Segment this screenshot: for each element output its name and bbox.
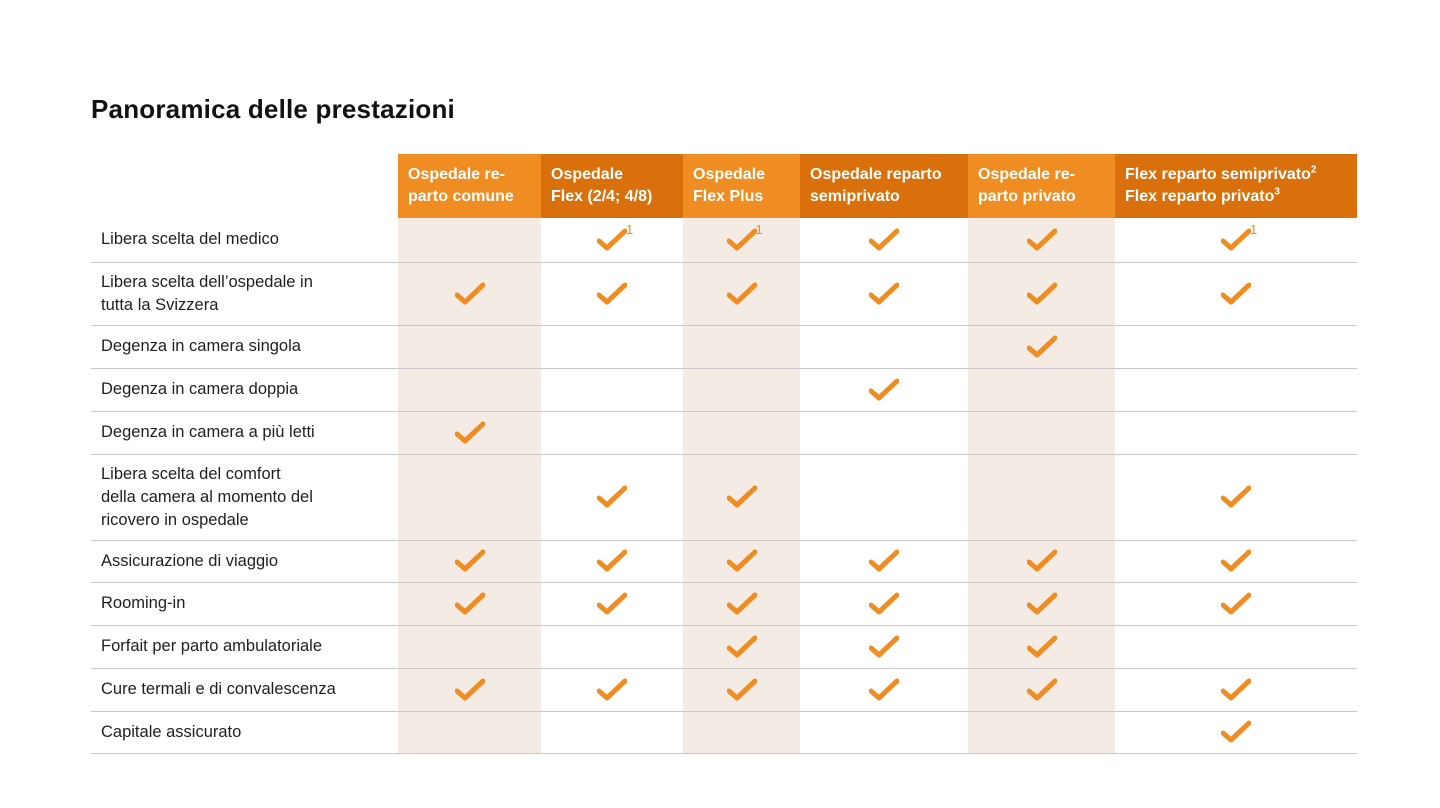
benefit-cell — [398, 454, 541, 540]
benefit-cell — [968, 625, 1115, 668]
column-header-label: Flex reparto semiprivato — [1125, 166, 1311, 183]
column-header-label: Ospedale Flex (2/4; 4/8) — [551, 166, 653, 205]
page-title: Panoramica delle prestazioni — [91, 94, 455, 124]
benefit-cell — [398, 218, 541, 262]
benefit-cell — [800, 625, 968, 668]
benefit-cell — [968, 540, 1115, 582]
check-icon — [597, 592, 627, 616]
check-icon — [1221, 282, 1251, 306]
row-label: Capitale assicurato — [91, 711, 398, 753]
benefit-cell — [968, 582, 1115, 625]
benefit-cell — [683, 668, 800, 711]
column-header-flex-plus — [683, 154, 800, 218]
benefit-cell — [968, 218, 1115, 262]
column-header-privato — [968, 154, 1115, 218]
benefit-cell — [683, 368, 800, 411]
row-label: Degenza in camera singola — [91, 325, 398, 368]
benefit-cell — [683, 262, 800, 325]
benefit-cell — [968, 711, 1115, 753]
benefit-cell — [541, 411, 683, 454]
check-icon — [455, 592, 485, 616]
benefit-cell — [683, 540, 800, 582]
check-icon — [1027, 335, 1057, 359]
check-icon — [727, 678, 757, 702]
table-row — [91, 218, 1357, 262]
row-label: Degenza in camera doppia — [91, 368, 398, 411]
check-icon — [727, 592, 757, 616]
benefit-cell — [398, 582, 541, 625]
row-label: Libera scelta del comfort della camera al momento del ricovero in ospedale — [91, 454, 398, 540]
check-icon — [597, 549, 627, 573]
column-header-label: Ospedale Flex Plus — [693, 166, 766, 205]
benefit-cell — [398, 711, 541, 753]
column-header-semiprivato — [800, 154, 968, 218]
footnote-marker: 1 — [755, 222, 763, 237]
check-icon — [869, 635, 899, 659]
benefit-cell — [968, 325, 1115, 368]
check-icon — [455, 549, 485, 573]
benefit-cell — [398, 625, 541, 668]
benefit-cell — [541, 325, 683, 368]
benefit-cell — [683, 218, 800, 262]
footnote-marker: 2 — [1310, 164, 1317, 176]
benefit-cell — [541, 668, 683, 711]
benefit-cell — [1115, 711, 1357, 753]
row-label: Libera scelta del medico — [91, 218, 398, 262]
check-icon — [727, 635, 757, 659]
check-icon — [1221, 549, 1251, 573]
check-icon — [1221, 678, 1251, 702]
table-row — [91, 540, 1357, 582]
check-icon — [1221, 228, 1251, 252]
benefit-cell — [800, 411, 968, 454]
check-icon — [727, 485, 757, 509]
check-icon — [869, 378, 899, 402]
benefit-cell — [968, 262, 1115, 325]
check-icon — [1027, 228, 1057, 252]
benefit-cell — [968, 454, 1115, 540]
column-header-label: Ospedale re- parto comune — [408, 166, 514, 205]
table-row — [91, 711, 1357, 753]
check-icon — [455, 282, 485, 306]
benefit-cell — [800, 454, 968, 540]
benefit-cell — [1115, 625, 1357, 668]
check-icon — [727, 549, 757, 573]
benefit-cell — [968, 368, 1115, 411]
benefits-table — [91, 154, 1357, 754]
row-label: Forfait per parto ambulatoriale — [91, 625, 398, 668]
check-icon — [1027, 635, 1057, 659]
row-label: Libera scelta dell’ospedale in tutta la Svizzera — [91, 262, 398, 325]
check-icon — [597, 228, 627, 252]
table-row — [91, 668, 1357, 711]
check-icon — [1221, 485, 1251, 509]
row-label: Cure termali e di convalescenza — [91, 668, 398, 711]
table-row — [91, 368, 1357, 411]
benefit-cell — [398, 325, 541, 368]
table-row — [91, 325, 1357, 368]
column-header-flex — [541, 154, 683, 218]
benefit-cell — [541, 218, 683, 262]
table-header-row — [91, 154, 1357, 218]
check-icon — [1027, 282, 1057, 306]
column-header-label-2: Flex reparto privato — [1125, 188, 1275, 205]
benefit-cell — [398, 368, 541, 411]
benefit-cell — [541, 582, 683, 625]
benefit-cell — [683, 454, 800, 540]
column-header-label: Ospedale re- parto privato — [978, 166, 1076, 205]
benefit-cell — [800, 368, 968, 411]
benefit-cell — [1115, 368, 1357, 411]
check-icon — [597, 282, 627, 306]
benefit-cell — [683, 411, 800, 454]
benefit-cell — [968, 668, 1115, 711]
header-empty-cell — [91, 154, 398, 218]
benefit-cell — [683, 711, 800, 753]
benefit-cell — [800, 262, 968, 325]
benefit-cell — [398, 540, 541, 582]
benefit-cell — [800, 711, 968, 753]
check-icon — [597, 678, 627, 702]
check-icon — [1221, 720, 1251, 744]
benefit-cell — [398, 668, 541, 711]
footnote-marker: 1 — [1250, 222, 1258, 237]
benefit-cell — [1115, 540, 1357, 582]
benefit-cell — [398, 262, 541, 325]
check-icon — [597, 485, 627, 509]
table-row — [91, 582, 1357, 625]
table-row — [91, 454, 1357, 540]
benefit-cell — [800, 668, 968, 711]
benefit-cell — [1115, 325, 1357, 368]
benefit-cell — [683, 582, 800, 625]
check-icon — [727, 282, 757, 306]
benefit-cell — [1115, 668, 1357, 711]
benefit-cell — [800, 218, 968, 262]
check-icon — [1027, 592, 1057, 616]
row-label: Degenza in camera a più letti — [91, 411, 398, 454]
check-icon — [869, 549, 899, 573]
benefit-cell — [800, 540, 968, 582]
footnote-marker: 1 — [626, 222, 634, 237]
check-icon — [1027, 678, 1057, 702]
benefit-cell — [1115, 411, 1357, 454]
benefit-cell — [541, 368, 683, 411]
footnote-marker: 3 — [1274, 186, 1280, 198]
row-label: Rooming-in — [91, 582, 398, 625]
benefit-cell — [541, 454, 683, 540]
benefit-cell — [541, 625, 683, 668]
table-row — [91, 625, 1357, 668]
table-row — [91, 262, 1357, 325]
benefit-cell — [1115, 582, 1357, 625]
benefit-cell — [683, 625, 800, 668]
benefit-cell — [398, 411, 541, 454]
check-icon — [869, 282, 899, 306]
check-icon — [869, 592, 899, 616]
check-icon — [455, 421, 485, 445]
benefit-cell — [968, 411, 1115, 454]
column-header-flex-reparto — [1115, 154, 1357, 218]
benefit-cell — [683, 325, 800, 368]
check-icon — [1221, 592, 1251, 616]
benefit-cell — [1115, 218, 1357, 262]
benefit-cell — [1115, 262, 1357, 325]
row-label: Assicurazione di viaggio — [91, 540, 398, 582]
check-icon — [869, 228, 899, 252]
table-row — [91, 411, 1357, 454]
benefit-cell — [800, 582, 968, 625]
check-icon — [869, 678, 899, 702]
check-icon — [455, 678, 485, 702]
column-header-reparto-comune — [398, 154, 541, 218]
column-header-label: Ospedale reparto semiprivato — [810, 166, 942, 205]
benefit-cell — [541, 711, 683, 753]
benefit-cell — [541, 540, 683, 582]
benefit-cell — [1115, 454, 1357, 540]
check-icon — [1027, 549, 1057, 573]
check-icon — [727, 228, 757, 252]
benefit-cell — [541, 262, 683, 325]
benefit-cell — [800, 325, 968, 368]
